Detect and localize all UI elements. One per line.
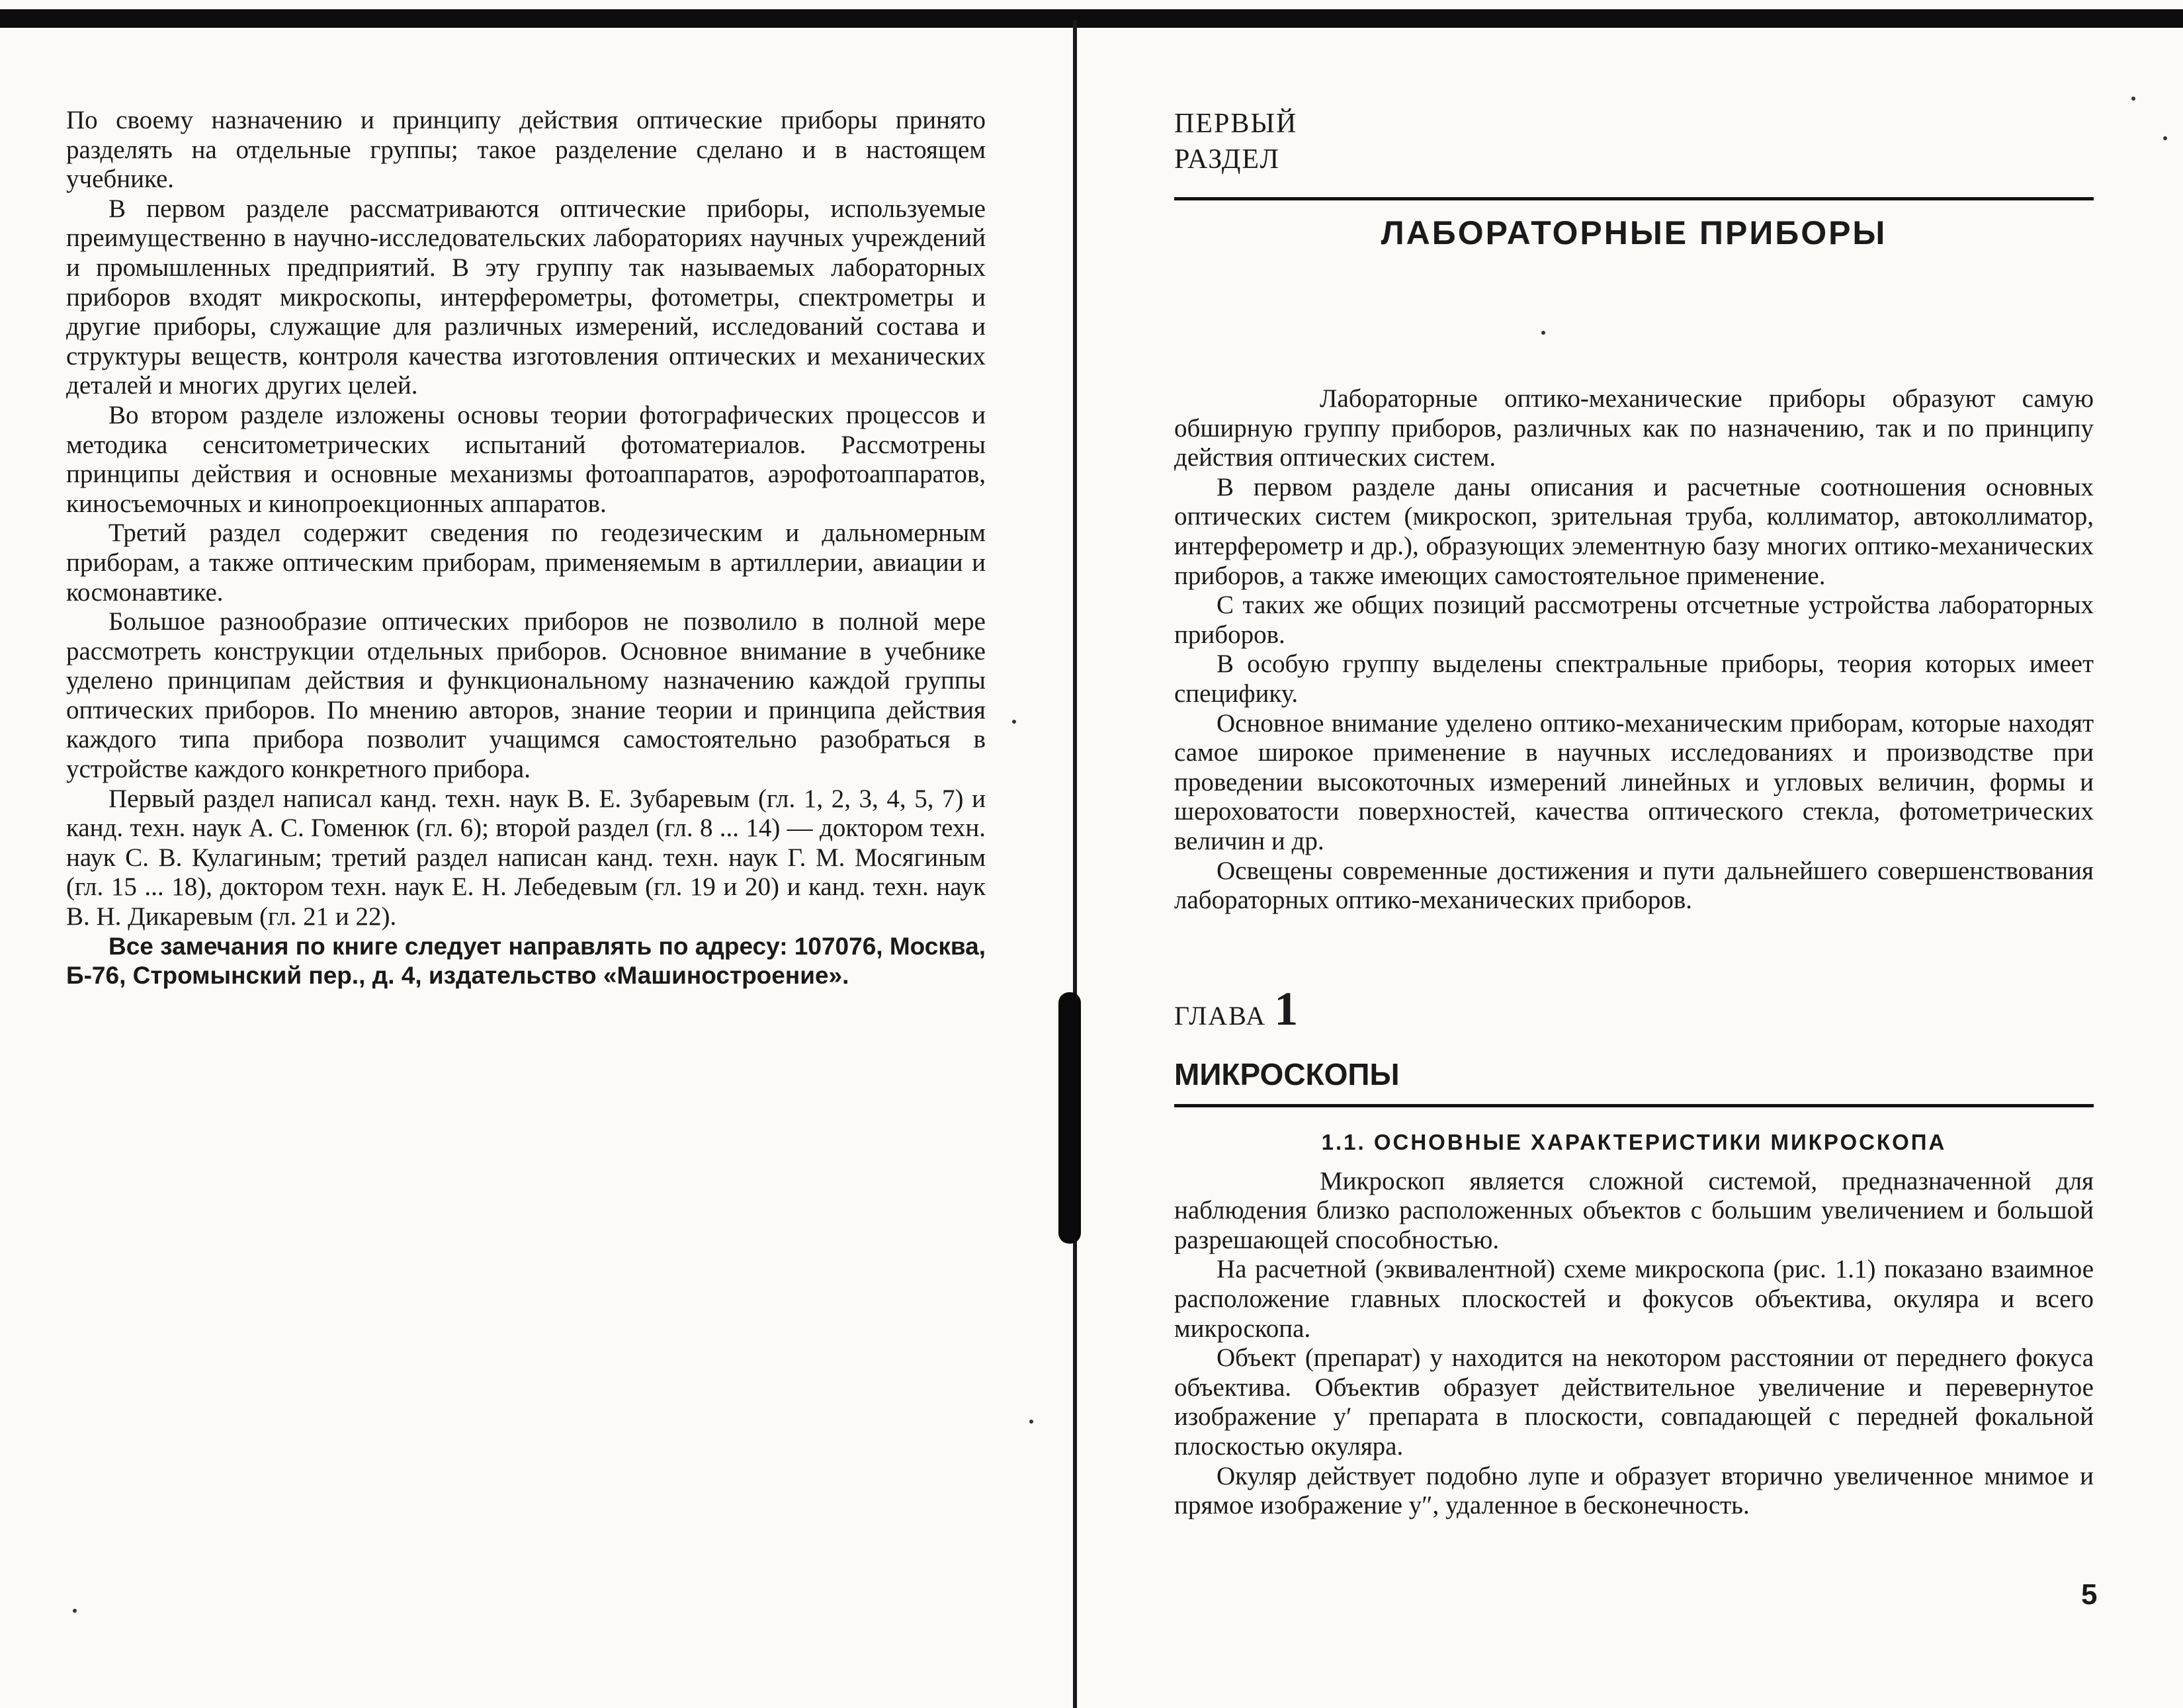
left-paragraph: Первый раздел написал канд. техн. наук В. Е. Зубаревым (гл. 1, 2, 3, 4, 5, 7) и канд. техн. наук А. С. Гоменюк (гл. 6); второй раздел (гл. 8 ... 14) — доктором техн. наук С. В. Кулагиным; третий раздел написан канд. техн. наук Г. М. Мосягиным (гл. 15 ... 18), доктором техн. наук Е. Н. Лебедевым (гл. 19 и 20) и канд. техн. наук В. Н. Дикаревым (гл. 21 и 22).: [66, 784, 986, 931]
left-paragraph-address: Все замечания по книге следует направлять по адресу: 107076, Москва, Б-76, Стромынский пер., д. 4, издательство «Машиностроение».: [66, 932, 986, 990]
left-paragraph: По своему назначению и принципу действия оптические приборы принято разделять на отдельные группы; такое разделение сделано и в настоящем учебнике.: [66, 106, 986, 194]
body-paragraph: Окуляр действует подобно лупе и образует вторично увеличенное мнимое и прямое изображение y″, удаленное в бесконечность.: [1174, 1461, 2094, 1520]
body-paragraph: Микроскоп является сложной системой, предназначенной для наблюдения близко расположенных объектов с большим увеличением и большой разрешающей способностью.: [1174, 1166, 2094, 1254]
left-paragraph: Третий раздел содержит сведения по геодезическим и дальномерным приборам, а также оптическим приборам, применяемым в артиллерии, авиации и космонавтике.: [66, 519, 986, 607]
page-number: 5: [2081, 1578, 2098, 1611]
scan-speck: [2131, 97, 2135, 101]
spine-shadow: [1058, 992, 1081, 1244]
book-spine: [1073, 20, 1077, 1708]
left-page: [66, 106, 986, 991]
section-label: ПЕРВЫЙ РАЗДЕЛ: [1174, 108, 1298, 175]
intro-paragraph: Лабораторные оптико-механические приборы образуют самую обширную группу приборов, различных как по назначению, так и по принципу действия оптических систем.: [1174, 384, 2094, 472]
chapter-number: 1: [1274, 982, 1300, 1035]
intro-paragraph: Основное внимание уделено оптико-механическим приборам, которые находят самое широкое применение в научных исследованиях и производстве при проведении высокоточных измерений линейных и угловых величин, формы и шероховатости поверхностей, качества оптического стекла, фотометрических величин и др.: [1174, 708, 2094, 855]
left-paragraph: Большое разнообразие оптических приборов не позволило в полной мере рассмотреть конструкции отдельных приборов. Основное внимание в учебнике уделено принципам действия и функциональному назначению каждой группы оптических приборов. По мнению авторов, знание теории и принципа действия каждого типа прибора позволит учащимся самостоятельно разобраться в устройстве каждого конкретного прибора.: [66, 607, 986, 784]
chapter-title: МИКРОСКОПЫ: [1174, 1056, 1400, 1091]
chapter-rule: [1174, 1104, 2094, 1107]
section-rule: [1174, 197, 2094, 200]
section-title: ЛАБОРАТОРНЫЕ ПРИБОРЫ: [1381, 214, 1887, 251]
intro-paragraph: В особую группу выделены спектральные приборы, теория которых имеет специфику.: [1174, 650, 2094, 708]
top-scan-edge: [0, 9, 2183, 28]
body-paragraph: На расчетной (эквивалентной) схеме микроскопа (рис. 1.1) показано взаимное расположение главных плоскостей и фокусов объектива, окуляра и всего микроскопа.: [1174, 1255, 2094, 1343]
left-paragraph: В первом разделе рассматриваются оптические приборы, используемые преимущественно в научно-исследовательских лабораториях научных учреждений и промышленных предприятий. В эту группу так называемых лабораторных приборов входят микроскопы, интерферометры, фотометры, спектрометры и другие приборы, служащие для различных измерений, исследований состава и структуры веществ, контроля качества изготовления оптических и механических деталей и многих других целей.: [66, 194, 986, 400]
scan-speck: [1029, 1420, 1033, 1424]
scan-speck: [1541, 331, 1545, 335]
left-paragraph: Во втором разделе изложены основы теории фотографических процессов и методика сенситометрических испытаний фотоматериалов. Рассмотрены принципы действия и основные механизмы фотоаппаратов, аэрофотоаппаратов, киносъемочных и кинопроекционных аппаратов.: [66, 400, 986, 518]
intro-paragraph: В первом разделе даны описания и расчетные соотношения основных оптических систем (микроскоп, зрительная труба, коллиматор, автоколлиматор, интерферометр и др.), образующих элементную базу многих оптико-механических приборов, а также имеющих самостоятельное применение.: [1174, 472, 2094, 590]
scan-speck: [73, 1609, 77, 1613]
scan-speck: [2163, 136, 2167, 140]
intro-paragraph: Освещены современные достижения и пути дальнейшего совершенствования лабораторных оптико-механических приборов.: [1174, 856, 2094, 915]
subsection-title: 1.1. ОСНОВНЫЕ ХАРАКТЕРИСТИКИ МИКРОСКОПА: [1321, 1129, 1947, 1154]
right-page: [1174, 106, 2094, 1521]
scan-speck: [1012, 720, 1016, 724]
chapter-label: ГЛАВА 1: [1174, 982, 1300, 1035]
intro-paragraph: С таких же общих позиций рассмотрены отсчетные устройства лабораторных приборов.: [1174, 591, 2094, 649]
body-paragraph: Объект (препарат) y находится на некотором расстоянии от переднего фокуса объектива. Объектив образует действительное увеличение и перевернутое изображение y′ препарата в плоскости, совпадающей с передней фокальной плоскостью окуляра.: [1174, 1344, 2094, 1461]
